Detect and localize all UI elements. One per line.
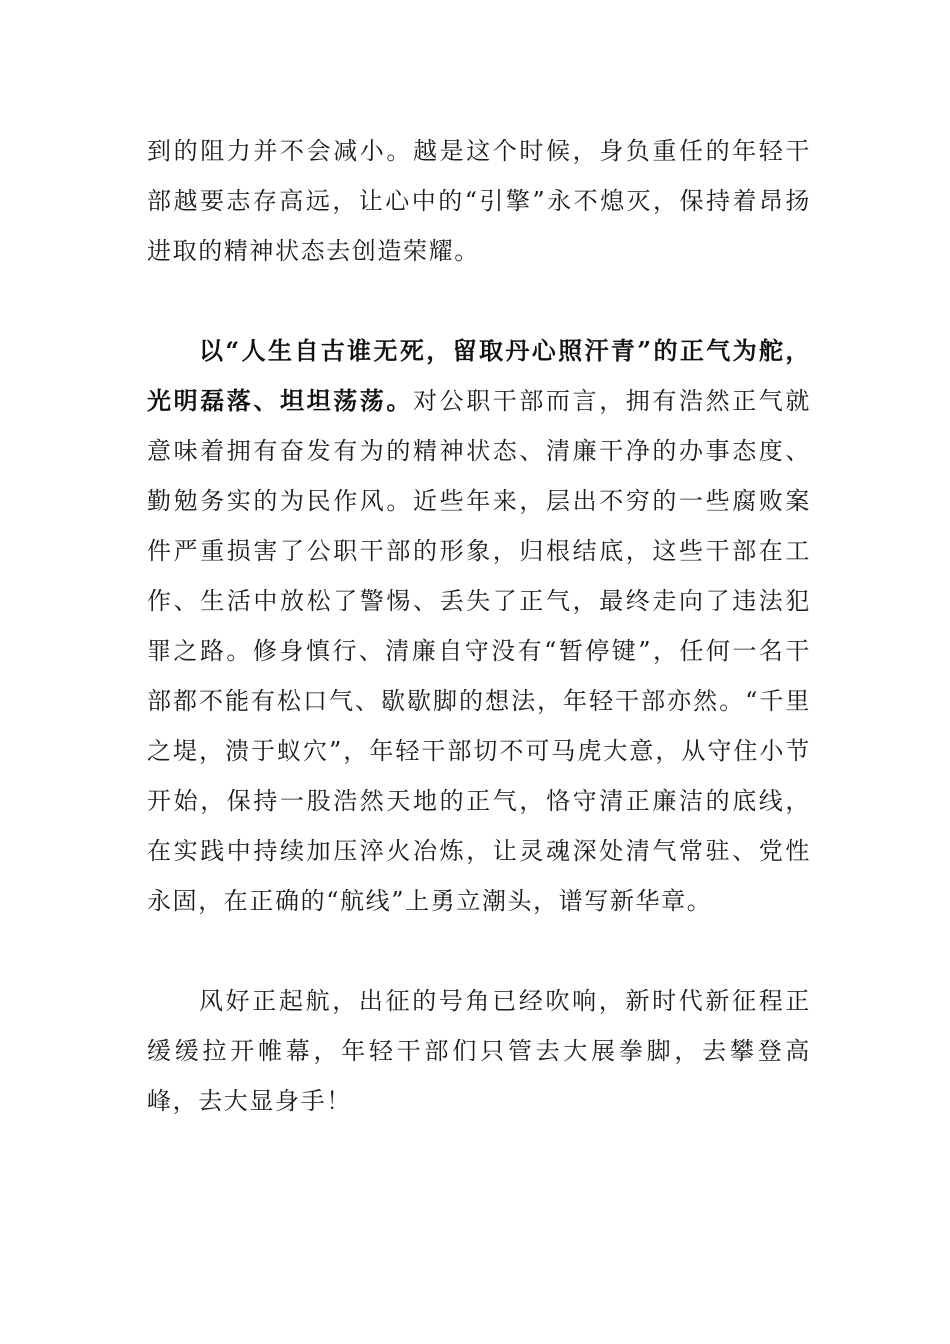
paragraph-body-text: 对公职干部而言，拥有浩然正气就意味着拥有奋发有为的精神状态、清廉干净的办事态度、勤勉务实的为民作风。近些年来，层出不穷的一些腐败案件严重损害了公职干部的形象，归根结底，这些干部在工作、生活中放松了警惕、丢失了正气，最终走向了违法犯罪之路。修身慎行、清廉自守没有“暂停键”，任何一名干部都不能有松口气、歇歇脚的想法，年轻干部亦然。“千里之堤，溃于蚁穴”，年轻干部切不可马虎大意，从守住小节开始，保持一股浩然天地的正气，恪守清正廉洁的底线，在实践中持续加压淬火冶炼，让灵魂深处清气常驻、党性永固，在正确的“航线”上勇立潮头，谱写新华章。 [147, 387, 811, 915]
paragraph-spacer [147, 276, 811, 326]
paragraph-conclusion: 风好正起航，出征的号角已经吹响，新时代新征程正缓缓拉开帷幕，年轻干部们只管去大展拳脚，去攀登高峰，去大显身手！ [147, 987, 811, 1115]
paragraph-integrity [147, 326, 811, 926]
paragraph-lead-sentence: 以“人生自古谁无死，留取丹心照汗青”的正气为舵，光明磊落、坦坦荡荡。 [147, 336, 811, 415]
paragraph-continuation: 到的阻力并不会减小。越是这个时候，身负重任的年轻干部越要志存高远，让心中的“引擎”永不熄灭，保持着昂扬进取的精神状态去创造荣耀。 [147, 137, 811, 265]
document-body [147, 126, 811, 1126]
paragraph-spacer [147, 926, 811, 976]
